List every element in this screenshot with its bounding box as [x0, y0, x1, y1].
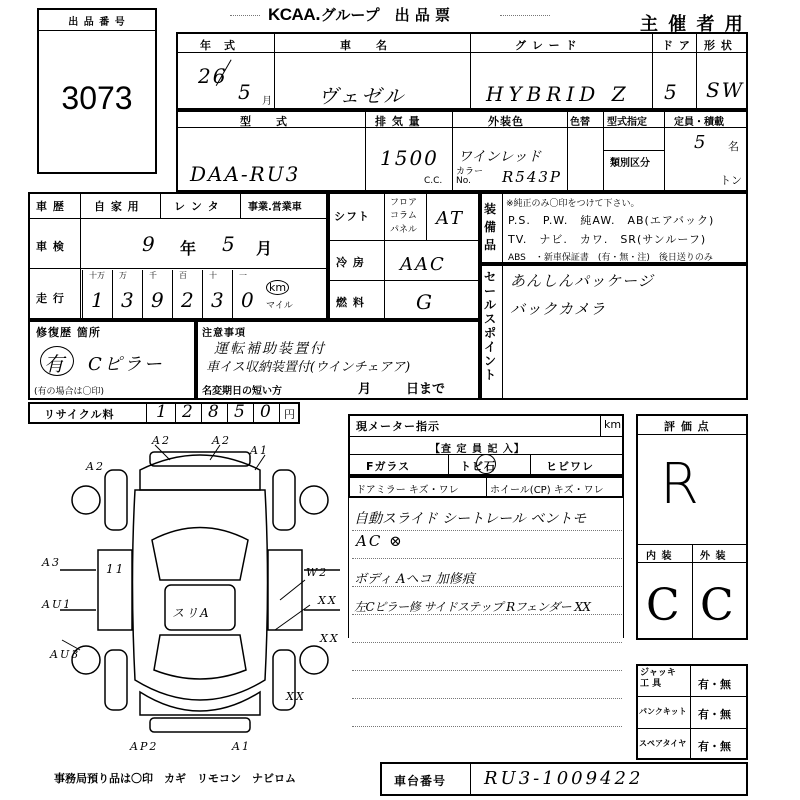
- ton-unit: トン: [720, 174, 742, 187]
- inspection-month-unit: 月: [256, 239, 274, 258]
- header-dots-right: [500, 15, 550, 16]
- lot-number-value: 3073: [61, 80, 133, 116]
- mileage-digit-cell: [232, 270, 262, 318]
- repair-value: Cピラー: [88, 354, 164, 375]
- recycle-digit-cell: [228, 402, 254, 424]
- sales-point-2: バックカメラ: [510, 300, 607, 318]
- shift-value: AT: [436, 208, 465, 229]
- doors-value: 5: [664, 80, 679, 104]
- km-label[interactable]: km: [266, 280, 289, 295]
- history-label: 車 歴: [36, 200, 65, 213]
- mileage-digit: 3: [121, 288, 136, 312]
- mileage-digit-cell: [112, 270, 142, 318]
- body-shape-value: SW: [706, 78, 745, 102]
- recycle-label: リサイクル料: [44, 408, 115, 421]
- jack-label: ジャッキ 工 具: [640, 668, 676, 689]
- mileage-digit-cell: [172, 270, 202, 318]
- notes-label: 注意事項: [202, 328, 246, 339]
- header-title: [268, 4, 450, 25]
- diagram-mark-a1-bottom: A1: [232, 740, 251, 753]
- sales-points-label: セールスポイント: [484, 270, 497, 382]
- shift-label: シフト: [334, 210, 370, 223]
- sales-point-1: あんしんパッケージ: [510, 272, 654, 290]
- inspection-month-value: 5: [222, 232, 237, 256]
- exterior-color-label: 外装色: [488, 115, 524, 128]
- mileage-digit: 9: [151, 288, 166, 312]
- diagram-mark-w2: W2: [306, 566, 329, 579]
- note-ruled-line: [352, 726, 622, 727]
- header-dots-left: [230, 15, 260, 16]
- stone-chip-label[interactable]: トビ石: [460, 460, 496, 473]
- equipment-label: 装 備 品: [484, 202, 497, 252]
- recycle-digit: 8: [208, 402, 221, 422]
- diagram-mark-a2-left: A2: [152, 434, 171, 447]
- grade-label: グ レ ー ド: [515, 39, 578, 52]
- notes-expiry-label: 名変期日の短い方: [202, 386, 282, 397]
- mileage-place-label: 十: [209, 271, 217, 280]
- capacity-value: 5: [694, 132, 708, 153]
- mileage-label: 走 行: [36, 292, 65, 305]
- puncture-kit-choice[interactable]: 有・無: [698, 708, 731, 721]
- car-name-value: ヴェゼル: [318, 84, 406, 108]
- mileage-digit-cell: [202, 270, 232, 318]
- recycle-digit: 1: [156, 402, 169, 422]
- note-ruled-line: [352, 530, 622, 531]
- inspector-note-4: 左Cピラー修 サイドステップ Rフェンダー XX: [354, 600, 591, 614]
- inspector-note-1: 自動スライド シートレール ベントモ: [354, 511, 587, 527]
- diagram-mark-ap2: AP2: [130, 740, 159, 753]
- diagram-mark-a3: A3: [42, 556, 61, 569]
- capacity-unit: 名: [728, 140, 739, 153]
- ac-value: AAC: [400, 254, 446, 275]
- mileage-digit: 0: [241, 288, 256, 312]
- repaint-label: 色替: [570, 117, 590, 128]
- mileage-place-label: 万: [119, 271, 127, 280]
- sponsor-label: 主 催 者 用: [640, 14, 745, 35]
- shift-option-floor[interactable]: フロア: [390, 198, 418, 208]
- evaluation-score: R: [660, 452, 701, 517]
- meter-label: 現メーター指示: [356, 420, 440, 433]
- spare-tire-label: スペアタイヤ: [639, 739, 687, 748]
- mileage-place-label: 千: [149, 271, 157, 280]
- mileage-digit: 2: [181, 288, 196, 312]
- equipment-line1[interactable]: P.S. P.W. 純AW. AB(エアバック): [508, 214, 715, 227]
- grade-value: HYBRID Z: [486, 82, 631, 106]
- jack-choice[interactable]: 有・無: [698, 678, 731, 691]
- mileage-digit: 3: [211, 288, 226, 312]
- note-ruled-line: [352, 558, 622, 559]
- diagram-mark-xx-3: XX: [286, 690, 306, 703]
- month-unit: 月: [262, 96, 272, 107]
- exterior-color-value: ワインレッド: [458, 149, 542, 165]
- recycle-digit-cell: [176, 402, 202, 424]
- inspector-note-2: AC ⊗: [356, 532, 404, 550]
- recycle-digit-cell: [202, 402, 228, 424]
- inspection-label: 車 検: [36, 240, 65, 253]
- inspector-note-3: ボディ Aヘコ 加修痕: [354, 572, 475, 587]
- year-value: 26: [198, 64, 228, 88]
- car-name-label: 車 名: [340, 39, 388, 52]
- mileage-place-label: 百: [179, 271, 187, 280]
- stone-chip-circle: [476, 454, 496, 474]
- mirror-label[interactable]: ドアミラー キズ・ワレ: [356, 485, 459, 496]
- history-option-private[interactable]: 自 家 用: [94, 200, 140, 213]
- color-number-label: カラー No.: [456, 167, 484, 186]
- notes-line2: 車イス収納装置付(ウインチェアア): [206, 360, 411, 375]
- recycle-digit-cell: [150, 402, 176, 424]
- diagram-mark-au3: AU3: [50, 648, 81, 661]
- fuel-label: 燃 料: [336, 296, 365, 309]
- displacement-value: 1500: [380, 146, 439, 170]
- diagram-mark-a1-top: A1: [250, 444, 269, 457]
- month-value: 5: [238, 80, 253, 104]
- chassis-label: 車台番号: [394, 774, 447, 788]
- repair-label: 修復歴 箇所: [36, 326, 101, 339]
- interior-label: 内 装: [646, 551, 673, 562]
- diagram-mark-xx-2: XX: [320, 632, 340, 645]
- exterior-value: C: [700, 580, 736, 631]
- notes-month-unit: 月: [358, 382, 373, 397]
- model-value: DAA-RU3: [190, 162, 301, 186]
- brand-logo: KCAA: [268, 5, 316, 24]
- note-ruled-line: [352, 670, 622, 671]
- doors-label: ド ア: [662, 39, 691, 52]
- inspection-year-value: 9: [142, 232, 157, 256]
- office-note: 事務局預り品は〇印 カギ リモコン ナビロム: [54, 772, 296, 785]
- chassis-value: RU3-1009422: [484, 768, 644, 789]
- model-spec-label: 型式指定: [607, 117, 647, 128]
- f-glass-label: Fガラス: [366, 460, 411, 473]
- equipment-line2[interactable]: TV. ナビ. カワ. SR(サンルーフ): [508, 233, 707, 246]
- displacement-label: 排 気 量: [375, 115, 421, 128]
- recycle-digit: 0: [260, 402, 273, 422]
- model-label: 型 式: [240, 115, 288, 128]
- equipment-note: ※純正のみ〇印をつけて下さい。: [506, 199, 640, 209]
- recycle-digit-cell: [254, 402, 280, 424]
- fuel-value: G: [416, 290, 434, 314]
- notes-day-unit: 日まで: [406, 382, 446, 397]
- recycle-digit: 5: [234, 402, 247, 422]
- capacity-label: 定員・積載: [674, 117, 724, 128]
- mileage-place-label: 一: [239, 271, 247, 280]
- diagram-mark-au1: AU1: [42, 598, 73, 611]
- crack-label[interactable]: ヒビワレ: [546, 460, 594, 473]
- diagram-mark-a2-side: A2: [86, 460, 105, 473]
- mile-label[interactable]: マイル: [266, 301, 293, 311]
- spare-tire-choice[interactable]: 有・無: [698, 740, 731, 753]
- color-number-value: R543P: [502, 168, 563, 186]
- cc-unit: C.C.: [424, 176, 443, 186]
- lot-number-label: 出 品 番 号: [68, 17, 126, 28]
- year-label: 年 式: [200, 39, 236, 52]
- shift-option-panel[interactable]: パネル: [390, 225, 418, 235]
- inspection-year-unit: 年: [180, 239, 198, 258]
- mileage-digit-cell: [82, 270, 112, 318]
- wheel-label[interactable]: ホイール(CP) キズ・ワレ: [490, 485, 604, 496]
- note-ruled-line: [352, 642, 622, 643]
- lot-number-box: [37, 8, 157, 174]
- recycle-digit: 2: [182, 402, 195, 422]
- equipment-line3[interactable]: ABS ・新車保証書 (有・無・注) 後日送りのみ: [508, 253, 713, 263]
- diagram-mark-roof: スリA: [172, 606, 211, 620]
- form-title: .グループ 出 品 票: [315, 6, 451, 24]
- history-option-business[interactable]: 事業.営業車: [248, 202, 302, 213]
- notes-line1: 運転補助装置付: [214, 341, 326, 357]
- note-ruled-line: [352, 698, 622, 699]
- exterior-label: 外 装: [700, 551, 727, 562]
- repair-note: (有の場合は〇印): [34, 387, 105, 397]
- inspector-label: 【査 定 員 記 入】: [430, 444, 525, 455]
- category-label: 類別区分: [610, 158, 650, 169]
- interior-value: C: [646, 580, 682, 631]
- shift-option-column[interactable]: コラム: [390, 211, 417, 221]
- car-diagram: [40, 430, 360, 760]
- mileage-place-label: 十万: [89, 271, 105, 280]
- puncture-kit-label: パンクキット: [639, 707, 687, 716]
- diagram-mark-a2-right: A2: [212, 434, 231, 447]
- ac-label: 冷 房: [336, 256, 365, 269]
- history-option-rental[interactable]: レ ン タ: [174, 200, 220, 213]
- meter-unit: km: [604, 418, 622, 431]
- diagram-mark-vert: 11: [106, 562, 126, 576]
- diagram-mark-xx-1: XX: [318, 594, 338, 607]
- mileage-digit: 1: [91, 288, 106, 312]
- evaluation-label: 評 価 点: [664, 420, 710, 433]
- recycle-unit: 円: [284, 408, 295, 421]
- body-shape-label: 形 状: [704, 39, 733, 52]
- mileage-digit-cell: [142, 270, 172, 318]
- repair-yes: 有: [44, 352, 66, 376]
